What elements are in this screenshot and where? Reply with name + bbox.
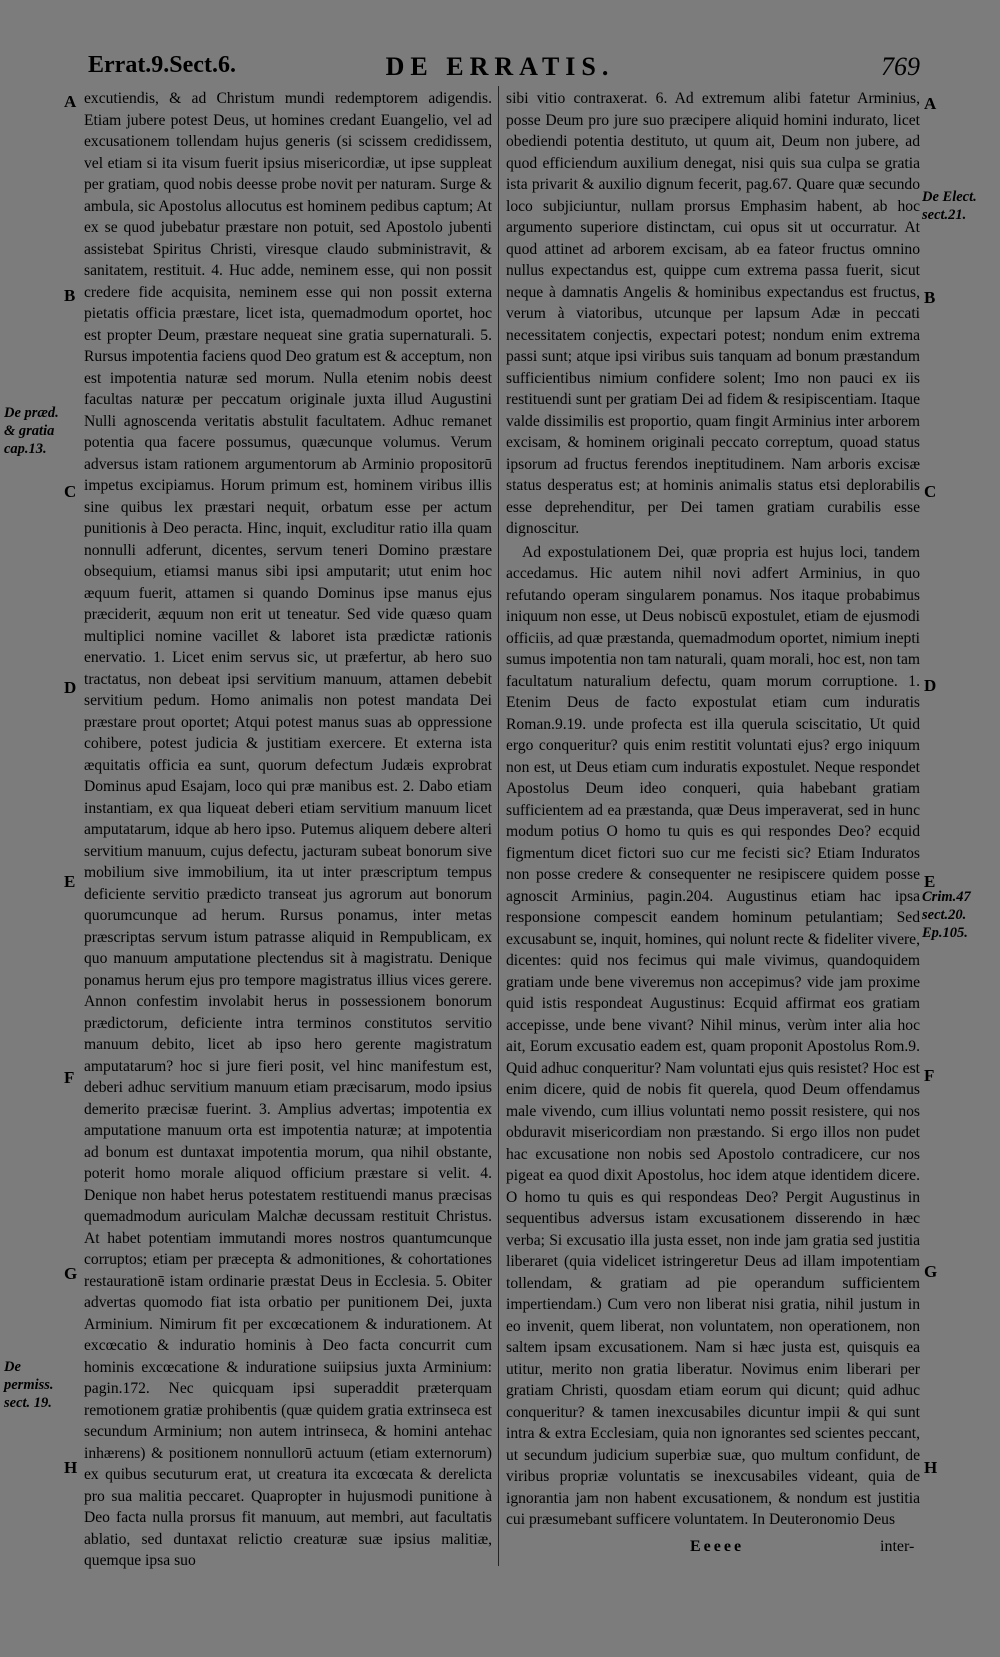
section-letter: D — [924, 676, 937, 695]
section-letter: E — [64, 872, 76, 891]
running-title: DE ERRATIS. — [385, 52, 615, 81]
section-letter: B — [64, 286, 76, 305]
margin-note: De permiss. sect. 19. — [4, 1359, 54, 1411]
section-letter: H — [64, 1458, 78, 1477]
section-letter: F — [64, 1068, 75, 1087]
section-letter: F — [924, 1066, 935, 1085]
margin-note: De præd. & gratia cap.13. — [4, 405, 59, 457]
section-letter: D — [64, 678, 77, 697]
margin-note: Crim.47 sect.20. Ep.105. — [922, 889, 971, 941]
section-letter: G — [924, 1262, 938, 1281]
section-letter: H — [924, 1458, 938, 1477]
section-letter: E — [924, 872, 936, 891]
paragraph: excutiendis, & ad Christum mundi redemptorem adigendis. Etiam jubere potest Deus, ut homines credant Euangelio, vel ad excusationem tollendam hujus generis (si scissem credidissem, vel etiam si ita visum fuerit ipsius misericordiæ, ut ipse suppleat per gratiam, quod nobis deesse probe novit per naturam. Surge & ambula, sic Apostolus allocutus est hominem pedibus captum; At ex se quod jubebatur præstare non potuit, sed Apostolo jubenti assistebat Spiritus Christi, viresque claudo subministravit, & sanitatem, restituit. 4. Huc adde, neminem esse, qui non possit credere fide acquisita, neminem esse qui non possit externa pietatis officia præstare, licet ista, quemadmodum oportet, hoc est propter Deum, præstare nequeat sine gratia supernaturali. 5. Rursus impotentia faciens quod Deo gratum est & acceptum, non est impotentia naturæ sed morum. Nulla etenim nobis deest facultas naturæ per peccatum originale juxta illud Augustini Nulli agnoscenda veritatis abstulit facultatem. Adhuc remanet potentia qua facere possumus, quæcunque volumus. Verum adversus istam rationem argumentorum ab Arminio propositorū impetus excipiamus. Horum primum est, hominem viribus illis sine quibus lex præstari nequit, orbatum esse per actum punitionis à Deo peracta. Hinc, inquit, excluditur ratio illa quam nonnulli adferunt, dicentes, servum teneri Domino præstare obsequium, etiamsi manus sibi ipsi amputarit; utut enim hoc æquum fuerit, attamen si quando Dominus ipse manus ejus præciderit, æquum non erit ut teneatur. Sed vide quæso quam multiplici nomine vacillet & laboret ista prædictæ rationis enervatio. 1. Licet enim servus sic, ut præfertur, ab hero suo tractatus, non debeat ipsi servitium manuum, attamen debebit servitium pedum. Homo animalis non potest mandata Dei præstare prout oportet; Atqui potest manus suas ab oppressione cohibere, potest judicia & justitiam exercere. Et externa ista æquitatis officia ea sunt, quorum defectum Judæis exprobrat Dominus apud Esajam, loco qui præ manibus est. 2. Dabo etiam instantiam, ex qua liqueat deberi etiam servitium manuum licet amputatarum, idque ab hero ipso. Putemus aliquem debere alteri servitium manuum, cujus defectu, jacturam subeat bonorum sive mobilium sive immobilium, ita ut inter præscriptum tempus deficiente servitio prædicto transeat jus agrorum aut bonorum quorumcunque ad herum. Rursus ponamus, inter metas præscriptas servum istum patrasse aliquid in Rempublicam, ex quo manuum amputatione plectendus sit à magistratu. Denique ponamus herum ejus pro tempore magistratus illius vices gerere. Annon confestim involabit herus in possessionem bonorum prædictorum, deficiente intra terminos constitutos servitio manuum debito, licet ab ipso hero gerente magistratum amputatarum? hoc si jure fieri posit, vel hinc manifestum est, deberi adhuc servitium manuum etiam præcisarum, modo ipsius demerito præcisæ fuerint. 3. Amplius advertas; impotentia ex amputatione manuum orta est impotentia naturæ; at impotentia ad bonum est duntaxat impotentia morum, qua nihil obstante, poterit homo morale aliquod officium præstare si velit. 4. Denique non habet herus potestatem restituendi manus præcisas quemadmodum auriculam Malchæ decussam restituit Christus. At habet potentiam immutandi mores nostros quantumcunque corruptos; etiam per præcepta & admonitiones, & cohortationes restaurationē istam ordinarie præstat Deus in Ecclesia. 5. Obiter advertas quomodo fiat ista orbatio per punitionem Dei, juxta Arminium. Nimirum fit per excœcationem & indurationem. At excœcatio & induratio hominis à Deo facta concurrit cum hominis excœcatione & induratione suiipsius juxta Arminium: pagin.172. Nec quicquam ipsi superaddit præterquam remotionem gratiæ prohibentis (quæ quidem gratia extrinseca est secundum Arminium; non autem intrinseca, & homini antehac inhærens) & positionem nonnullorū actuum (etiam externorum) ex quibus secuturum erat, ut creatura ita excœcata & derelicta pro sua malitia peccaret. Quapropter in hujusmodi punitione à Deo facta nulla prorsus fit manuum, aut membri, aut facultatis ablatio, sed duntaxat relictio creaturæ suæ ipsius malitiæ, quemque ipsa suo — [84, 90, 492, 1569]
right-column — [506, 88, 920, 1531]
section-letter: A — [64, 92, 77, 111]
paragraph: sibi vitio contraxerat. 6. Ad extremum alibi fatetur Arminius, posse Deum pro jure suo præcipere aliquid homini indurato, licet obediendi potentia destituto, ut quum ait, Deum non jubere, ad quod efficiendum auxilium denegat, nisi quis sua culpa se gratia ista privarit & auxilio dignum fecerit, pag.67. Quare quæ secundo loco subjiciuntur, nullam prorsus Emphasim habent, ab hoc argumento superiore distinctam, cui opus sit ut occurratur. At quod attinet ad arborem excisam, ab ea fateor fructus omnino nullus expectandus est, quippe cum extrema passa fuerit, sicut neque à damnatis Angelis & hominibus expectandus est fructus, verum à viatoribus, utcunque per lapsum Adæ in peccati necessitatem conjectis, expectari potest; nondum enim extrema passi sunt; atque ipsi viribus suis tanquam ad bonum præstandum sufficientibus nimium confidere solent; Imo non pauci ex iis restituendi sunt per gratiam Dei ad fidem & resipiscentiam. Itaque valde dissimilis est proportio, quam fingit Arminius inter arborem excisam, & hominem originali peccato correptum, quoad status ipsorum ad fructus ferendos ineptitudinem. Nam arboris excisæ status desperatus est; at hominis animalis status etsi deplorabilis esse deprehenditur, per Dei tamen gratiam curabilis esse dignoscitur. — [506, 90, 920, 537]
section-letter: G — [64, 1264, 78, 1283]
section-letter: A — [924, 94, 937, 113]
signature-mark: Eeeee — [690, 1538, 745, 1555]
margin-note: De Elect. sect.21. — [922, 189, 977, 223]
column-divider — [498, 86, 499, 1566]
catchword: inter- — [880, 1538, 915, 1555]
paragraph: Ad expostulationem Dei, quæ propria est hujus loci, tandem accedamus. Hic autem nihil novi adfert Arminius, in quo refutando operam singularem ponamus. Nos itaque probabimus iniquum non esse, ut Deus nobiscū expostulet, etiam de ejusmodi officiis, ad quæ præstanda, quemadmodum oportet, nimium inepti sumus impotentia non tam naturali, quam morali, hoc est, non tam facultatum naturalium defectu, quam morum corruptione. 1. Etenim Deus de facto expostulat etiam cum induratis Roman.9.19. unde profecta est illa querula sciscitatio, Ut quid ergo conqueritur? quis enim restitit voluntati ejus? ergo iniquum non est, ut Deus etiam cum induratis expostulet. Neque respondet Apostolus Deum ideo conqueri, quia habebant gratiam sufficientem ad ea præstanda, quæ Deus imperaverat, sed in hunc modum potius O homo tu quis es qui respondes Deo? ecquid figmentum dicet fictori suo cur me fecisti sic? Etiam Induratos non posse credere & consequenter ne resipiscere quidem posse agnoscit Arminius, pagin.204. Augustinus etiam hac ipsa responsione compescit eandem hominum petulantiam; Sed excusabunt se, inquit, homines, qui nolunt recte & fideliter vivere, dicentes: quid nos fecimus qui male vivimus, quandoquidem gratiam unde bene viveremus non accepimus? vide jam proxime quid istis respondeat Augustinus: Ecquid affirmat eos gratiam accepisse, unde bene vivant? Nihil minus, verùm inter alia hoc ait, Eorum excusatio eadem est, quam proponit Apostolus Rom.9. Quid adhuc conqueritur? Nam voluntati ejus quis resistet? Hoc est enim dicere, quid de nobis fit querela, quod Deum offendamus male vivendo, cum illius voluntati nemo possit resistere, qui nos obduravit misericordiam non præstando. Si ergo illos non pudet hac excusatione non nobis sed Apostolo contradicere, cur nos pigeat ea quod dixit Apostolus, hoc idem atque identidem dicere. O homo tu quis es qui respondeas Deo? Pergit Augustinus in sequentibus adversus istam excusationem disserendo in hæc verba; Si excusatio illa justa esset, non inde jam gratia sed justitia liberaret (quia videlicet istringeretur Deus ad illam impotentiam tollendam, & gratiam ad pie operandum sufficientem impertiendam.) Cum vero non liberat nisi gratia, nihil justum in eo invenit, quem liberat, non voluntatem, non operationem, non saltem ipsam excusationem. Nam si hæc justa est, quisquis ea utitur, merito non gratia liberatur. Novimus enim liberari per gratiam Christi, quosdam etiam eorum qui dicunt; quid adhuc conqueritur? & tamen inexcusabiles dicuntur impii & qui sunt intra & extra Ecclesiam, quia non ignorantes sed scientes peccant, ut secundum judicium superbiæ suæ, quo multum confidunt, de viribus propriæ voluntatis se inexcusabiles videant, quia de ignorantia jam non habent excusationem, & nondum est justitia cui præsumebant sufficere voluntatem. In Deuteronomio Deus — [506, 543, 920, 1528]
section-letter: C — [64, 482, 77, 501]
chapter-reference: Errat.9.Sect.6. — [88, 52, 236, 78]
section-letter: B — [924, 288, 936, 307]
section-letter: C — [924, 482, 937, 501]
page-number: 769 — [881, 52, 920, 81]
running-head — [80, 52, 920, 88]
left-column — [84, 88, 492, 1572]
